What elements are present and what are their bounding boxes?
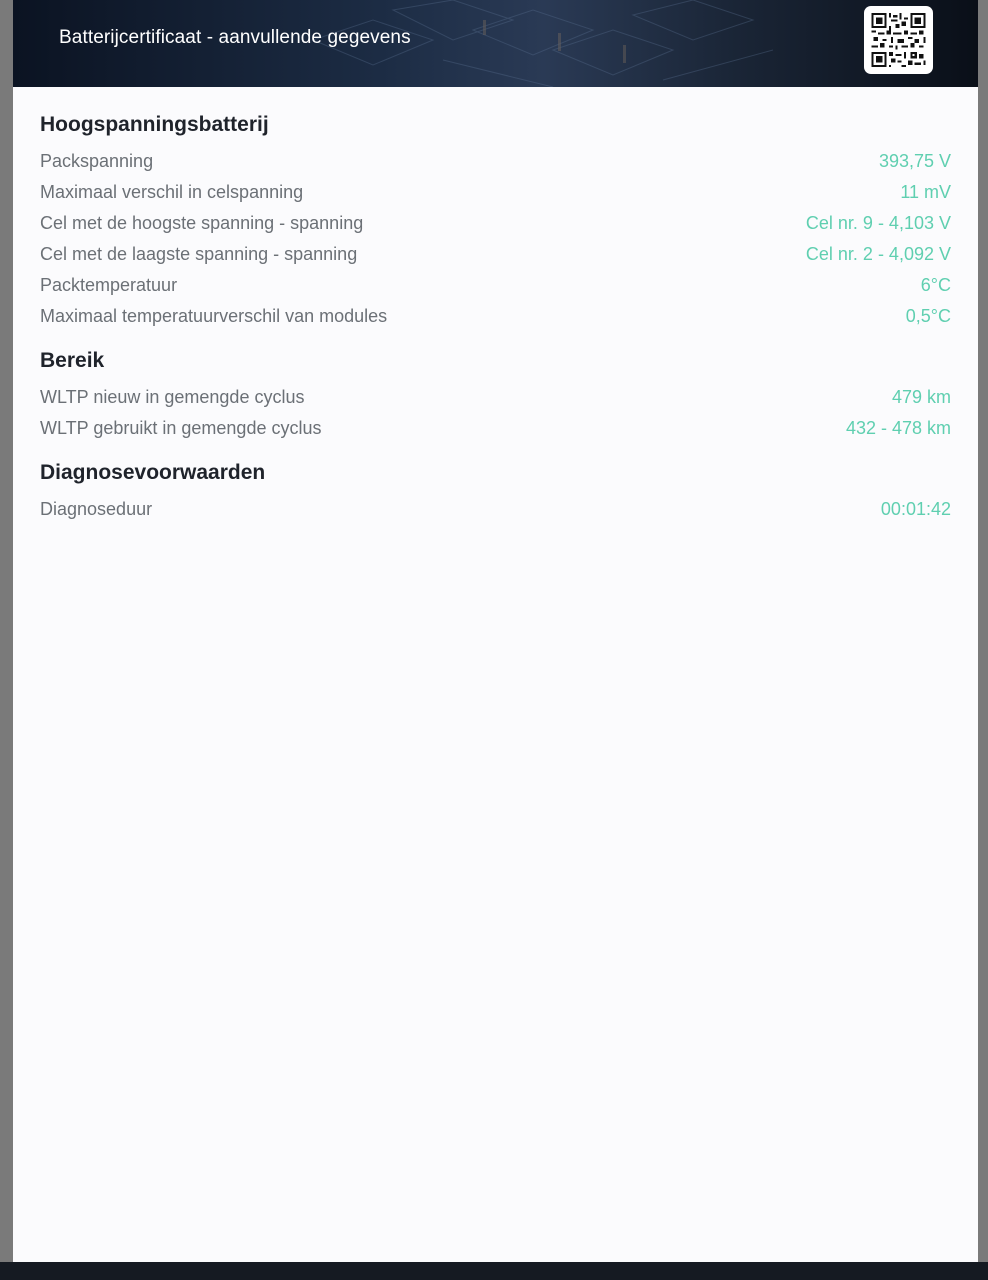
row-label: WLTP nieuw in gemengde cyclus: [40, 387, 305, 407]
details-content: [40, 104, 951, 525]
footer-bar: [0, 1262, 988, 1280]
section-diagnostic-conditions: [40, 452, 951, 525]
detail-row: [40, 177, 951, 208]
detail-row: [40, 413, 951, 444]
row-value: 432 - 478 km: [845, 418, 951, 438]
section-title: Bereik: [40, 349, 105, 372]
row-label: Maximaal verschil in celspanning: [40, 182, 304, 202]
row-label: WLTP gebruikt in gemengde cyclus: [40, 418, 322, 438]
section-title: Hoogspanningsbatterij: [40, 113, 269, 136]
row-value: 393,75 V: [878, 151, 951, 171]
row-label: Cel met de hoogste spanning - spanning: [40, 213, 364, 233]
row-value: 11 mV: [900, 182, 951, 202]
section-range: [40, 340, 951, 444]
detail-row: [40, 146, 951, 177]
header-banner: [13, 0, 978, 87]
detail-row: [40, 382, 951, 413]
row-label: Cel met de laagste spanning - spanning: [40, 244, 358, 264]
row-value: 00:01:42: [880, 499, 951, 519]
section-high-voltage-battery: [40, 104, 951, 332]
row-value: Cel nr. 9 - 4,103 V: [805, 213, 951, 233]
detail-row: [40, 239, 951, 270]
detail-row: [40, 301, 951, 332]
detail-row: [40, 208, 951, 239]
row-label: Packspanning: [40, 151, 154, 171]
certificate-page: [13, 0, 978, 1280]
row-label: Packtemperatuur: [40, 275, 178, 295]
section-title: Diagnosevoorwaarden: [40, 461, 266, 484]
page-title: Batterijcertificaat - aanvullende gegevens: [59, 27, 411, 48]
detail-row: [40, 494, 951, 525]
row-value: Cel nr. 2 - 4,092 V: [805, 244, 951, 264]
row-label: Diagnoseduur: [40, 499, 153, 519]
row-value: 6°C: [920, 275, 951, 295]
row-value: 0,5°C: [905, 306, 951, 326]
row-value: 479 km: [891, 387, 951, 407]
row-label: Maximaal temperatuurverschil van modules: [40, 306, 388, 326]
detail-row: [40, 270, 951, 301]
qr-code-icon[interactable]: [864, 6, 933, 74]
